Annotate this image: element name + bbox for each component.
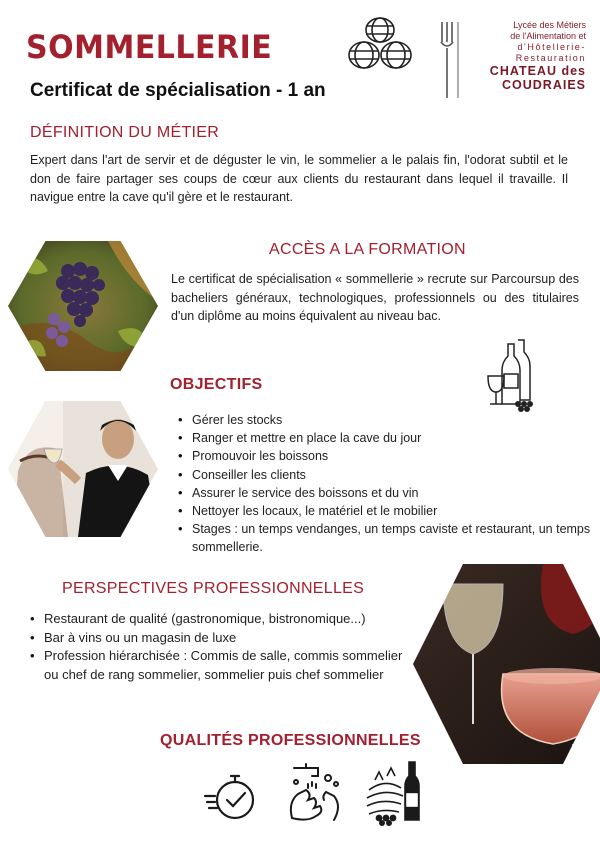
acces-text: Le certificat de spécialisation « sommellerie » recrute sur Parcoursup des bacheliers généraux, technologiques, professionnels ou des titulaires d'un diplôme au moins équivalent au niveau bac. — [171, 272, 579, 323]
page-subtitle: Certificat de spécialisation - 1 an — [30, 80, 326, 101]
school-name-line: Lycée des Métiers — [513, 20, 586, 30]
school-logo — [436, 18, 586, 102]
list-item: • Ranger et mettre en place la cave du jour — [178, 429, 598, 447]
stopwatch-check-icon — [203, 768, 259, 824]
list-item: • Stages : un temps vendanges, un temps caviste et restaurant, un temps sommellerie. — [178, 520, 598, 556]
qualites-heading: QUALITÉS PROFESSIONNELLES — [160, 732, 421, 749]
school-name-line: de l'Alimentation et — [510, 31, 586, 41]
page-title: SOMMELLERIE — [26, 28, 273, 67]
objectifs-heading: OBJECTIFS — [170, 376, 263, 393]
list-item: • Promouvoir les boissons — [178, 447, 598, 465]
wine-barrels-icon — [345, 14, 415, 72]
objectifs-list — [178, 411, 598, 557]
list-item: • Gérer les stocks — [178, 411, 598, 429]
definition-text: Expert dans l'art de servir et de déguster le vin, le sommelier a le palais fin, l'odorat subtil et le don de faire partager ses coups de cœur aux clients du restaurant dans lequel il travaille. Il navigue entre la cave qu'il gère et le restaurant. — [30, 153, 568, 204]
list-item: • Nettoyer les locaux, le matériel et le mobilier — [178, 502, 598, 520]
hand-washing-icon — [284, 762, 346, 826]
list-item: • Restaurant de qualité (gastronomique, bistronomique...) — [30, 610, 405, 629]
list-item: • Bar à vins ou un magasin de luxe — [30, 629, 405, 648]
perspectives-heading: PERSPECTIVES PROFESSIONNELLES — [62, 580, 365, 597]
definition-heading: DÉFINITION DU MÉTIER — [30, 124, 220, 141]
school-name-line: Restauration — [515, 53, 586, 63]
wine-bottles-glass-icon — [484, 338, 546, 412]
school-name-line: CHATEAU des — [489, 64, 586, 78]
fork-icon — [436, 20, 462, 100]
wine-glasses-photo — [413, 564, 600, 764]
vineyard-bottle-icon — [365, 760, 425, 826]
school-name-line: COUDRAIES — [501, 78, 586, 92]
grapes-photo — [8, 241, 158, 371]
school-name-line: d'Hôtellerie- — [517, 42, 586, 52]
list-item: • Profession hiérarchisée : Commis de salle, commis sommelier ou chef de rang sommelier, sommelier puis chef sommelier — [30, 647, 405, 684]
acces-heading: ACCÈS A LA FORMATION — [269, 241, 466, 258]
list-item: • Conseiller les clients — [178, 466, 598, 484]
sommelier-photo — [8, 401, 158, 537]
list-item: • Assurer le service des boissons et du vin — [178, 484, 598, 502]
perspectives-list — [30, 610, 405, 684]
